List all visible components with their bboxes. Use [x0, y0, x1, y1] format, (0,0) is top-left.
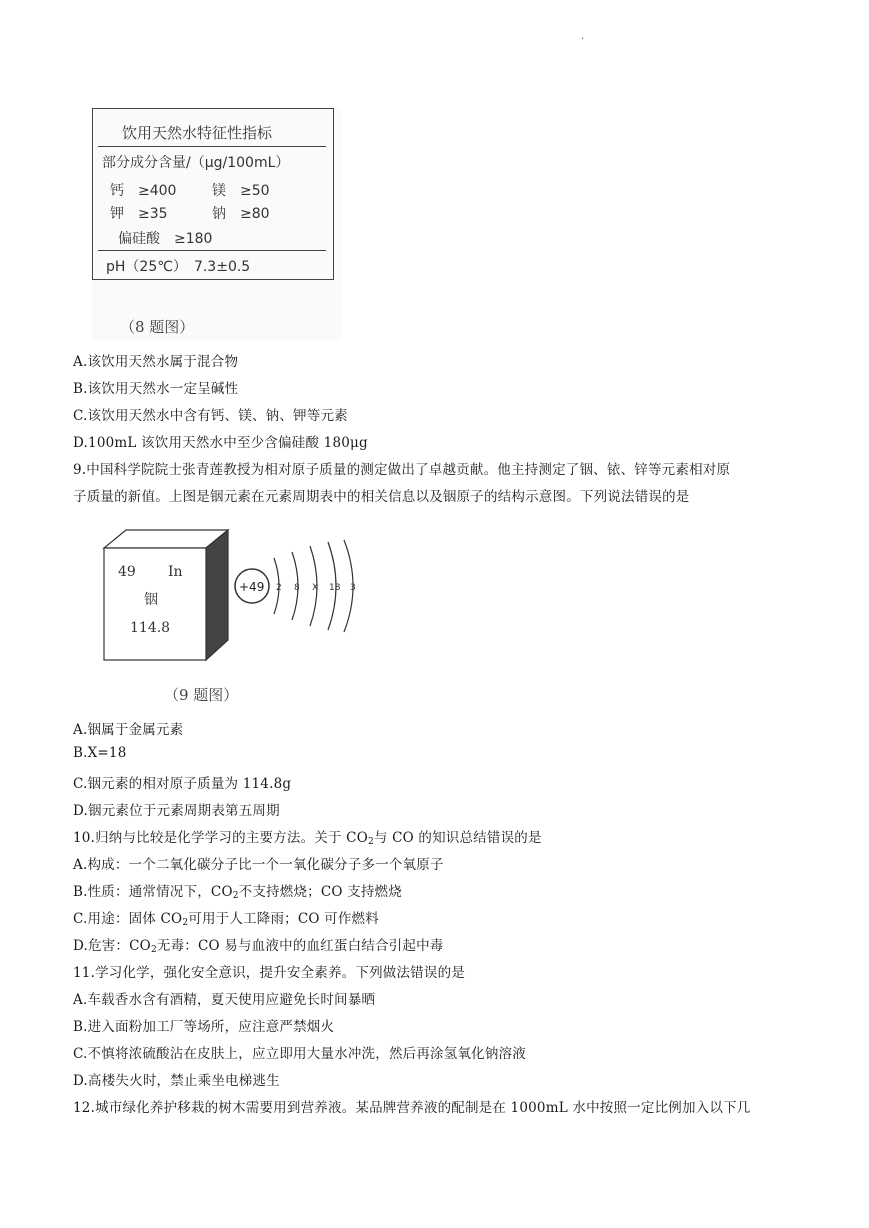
q8-option-c: C.该饮用天然水中含有钙、镁、钠、钾等元素	[73, 408, 348, 424]
subscript-2: 2	[367, 837, 374, 847]
q9-stem-line-2: 子质量的新值。上图是铟元素在元素周期表中的相关信息以及铟原子的结构示意图。下列说法错误的是	[73, 489, 690, 505]
ph-value: pH（25℃） 7.3±0.5	[106, 259, 251, 275]
q10-option-b-part: B.性质：通常情况下，CO	[73, 884, 233, 900]
subscript-2: 2	[150, 945, 157, 955]
label-title: 饮用天然水特征性指标	[122, 124, 273, 142]
figure-9-indium	[96, 528, 366, 714]
q9-stem-line-1: 9.中国科学院院士张青莲教授为相对原子质量的测定做出了卓越贡献。他主持测定了铟、铱、锌等元素相对原	[73, 462, 731, 478]
label-subtitle: 部分成分含量/（μg/100mL）	[102, 155, 290, 171]
calcium-value: 钙 ≥400	[110, 183, 177, 199]
q10-option-b-part: 不支持燃烧；CO 支持燃烧	[238, 884, 402, 900]
q10-option-a: A.构成：一个二氧化碳分子比一个一氧化碳分子多一个氧原子	[73, 857, 444, 873]
q10-option-b	[73, 880, 402, 901]
figure-9-caption: （9 题图）	[164, 686, 239, 704]
shell-electrons: 18	[329, 583, 341, 593]
shell-electrons: 2	[276, 583, 282, 593]
q9-option-c: C.铟元素的相对原子质量为 114.8g	[73, 776, 292, 792]
q11-stem: 11.学习化学，强化安全意识，提升安全素养。下列做法错误的是	[73, 965, 465, 981]
indium-diagram	[96, 528, 366, 678]
potassium-value: 钾 ≥35	[110, 206, 168, 222]
q11-option-c: C.不慎将浓硫酸沾在皮肤上，应立即用大量水冲洗，然后再涂氢氧化钠溶液	[73, 1046, 526, 1062]
q9-option-a: A.铟属于金属元素	[73, 722, 184, 738]
q10-option-c-part: C.用途：固体 CO	[73, 911, 183, 927]
shell-electrons: X	[312, 583, 319, 593]
q11-option-d: D.高楼失火时，禁止乘坐电梯逃生	[73, 1073, 280, 1089]
metasilicic-acid-value: 偏硅酸 ≥180	[118, 231, 213, 247]
q11-option-a: A.车载香水含有酒精，夏天使用应避免长时间暴晒	[73, 992, 376, 1008]
atomic-number: 49	[118, 564, 136, 580]
shell-electrons: 8	[294, 583, 300, 593]
q9-option-d: D.铟元素位于元素周期表第五周期	[73, 803, 280, 819]
element-name: 铟	[144, 592, 158, 608]
q10-option-d	[73, 934, 443, 955]
q9-option-b: B.X=18	[73, 745, 127, 761]
magnesium-value: 镁 ≥50	[212, 183, 270, 199]
q10-stem-part: 与 CO 的知识总结错误的是	[373, 830, 542, 846]
figure-8-water-label	[92, 108, 342, 340]
sodium-value: 钠 ≥80	[212, 206, 270, 222]
q10-stem-part: 10.归纳与比较是化学学习的主要方法。关于 CO	[73, 830, 368, 846]
element-symbol: In	[168, 564, 183, 580]
q8-option-b: B.该饮用天然水一定呈碱性	[73, 381, 239, 397]
page-dot: ·	[581, 34, 585, 45]
divider	[98, 146, 326, 147]
q10-option-c-part: 可用于人工降雨；CO 可作燃料	[188, 911, 379, 927]
q12-stem: 12.城市绿化养护移栽的树木需要用到营养液。某品牌营养液的配制是在 1000mL 水中按照一定比例加入以下几	[73, 1100, 751, 1116]
divider	[98, 250, 326, 251]
cube-side	[206, 530, 228, 660]
subscript-2: 2	[182, 918, 189, 928]
q10-option-d-part: D.危害：CO	[73, 938, 151, 954]
figure-8-caption: （8 题图）	[120, 318, 195, 336]
nucleus-charge: +49	[239, 580, 265, 594]
q8-option-d: D.100mL 该饮用天然水中至少含偏硅酸 180μg	[73, 435, 368, 451]
q10-option-d-part: 无毒：CO 易与血液中的血红蛋白结合引起中毒	[156, 938, 444, 954]
shell-electrons: 3	[350, 583, 356, 593]
q8-option-a: A.该饮用天然水属于混合物	[73, 354, 239, 370]
atomic-mass: 114.8	[130, 620, 171, 636]
subscript-2: 2	[232, 891, 239, 901]
q10-stem	[73, 826, 542, 847]
q10-option-c	[73, 907, 379, 928]
q11-option-b: B.进入面粉加工厂等场所，应注意严禁烟火	[73, 1019, 335, 1035]
